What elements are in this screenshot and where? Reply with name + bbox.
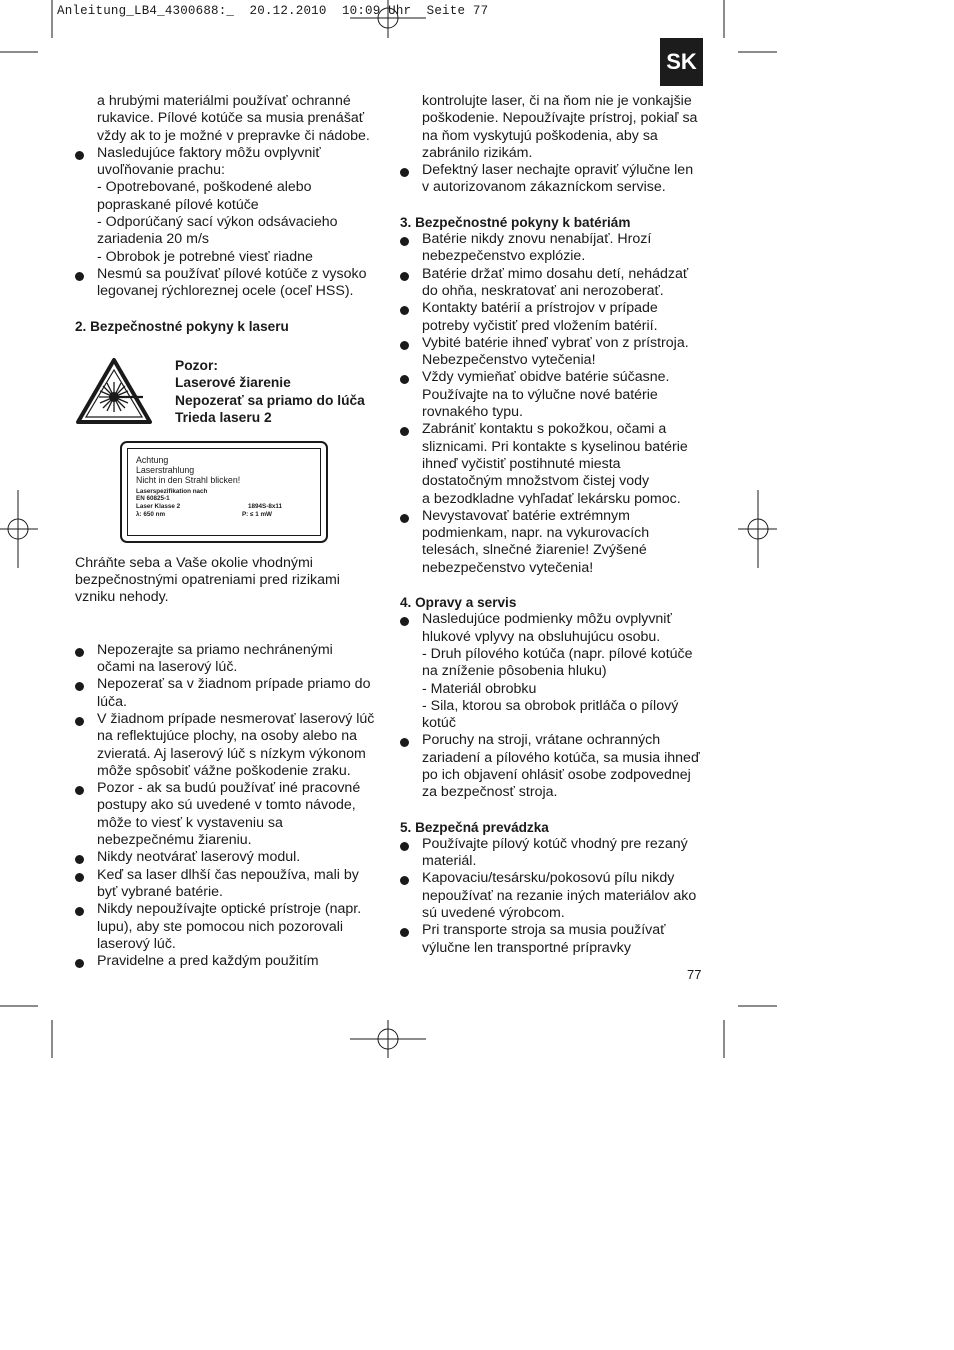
- list-item: Pozor - ak sa budú používať iné pracovné postupy ako sú uvedené v tomto návode, môže to viesť k vystaveniu sa nebezpečnému žiareniu.: [75, 780, 380, 849]
- laser-label: Achtung Laserstrahlung Nicht in den Strahl blicken! Laserspezifikation nach EN 60825-1 Laser Klasse 2 1894S-8x11 λ: 650 nm P: ≤ 1 mW: [120, 441, 328, 543]
- laser-warning: [75, 357, 380, 427]
- list-item: Pri transporte stroja sa musia používať výlučne len transportné prípravky: [400, 922, 705, 957]
- section-heading: 4. Opravy a servis: [400, 595, 517, 611]
- list-item: V žiadnom prípade nesmerovať laserový lúč na reflektujúce plochy, na osoby alebo na zvieratá. Aj laserový lúč s nízkym výkonom môže spôsobiť vážne poškodenie zraku.: [75, 711, 380, 780]
- list-item: Nevystavovať batérie extrémnym podmienkam, napr. na vykurovacích telesách, slnečné žiarenie! Zvýšené nebezpečenstvo vytečenia!: [400, 508, 705, 577]
- section-heading: 2. Bezpečnostné pokyny k laseru: [75, 318, 289, 334]
- list-item: Vždy vymieňať obidve batérie súčasne. Používajte na to výlučne nové batérie rovnakého typu.: [400, 369, 705, 421]
- list-item: Batérie nikdy znovu nenabíjať. Hrozí nebezpečenstvo explózie.: [400, 231, 705, 266]
- list-item: Nikdy neotvárať laserový modul.: [75, 849, 380, 866]
- section-heading: 5. Bezpečná prevádzka: [400, 819, 549, 835]
- list-item: Batérie držať mimo dosahu detí, nehádzať do ohňa, neskratovať ani nerozoberať.: [400, 266, 705, 301]
- list-item: Nasledujúce faktory môžu ovplyvniť uvoľňovanie prachu: - Opotrebované, poškodené alebo popraskané pílové kotúče - Odporúčaný sací výkon odsávacieho zariadenia 20 m/s - Obrobok je potrebné viesť riadne: [75, 145, 380, 266]
- list-item: Nepozerajte sa priamo nechránenými očami na laserový lúč.: [75, 642, 380, 677]
- right-column: [400, 93, 705, 957]
- print-header: Anleitung_LB4_4300688:_ 20.12.2010 10:09 Uhr Seite 77: [57, 4, 489, 18]
- list-item: Keď sa laser dlhší čas nepoužíva, mali by byť vybrané batérie.: [75, 867, 380, 902]
- laser-warning-icon: [75, 357, 153, 425]
- list-item: Nepozerať sa v žiadnom prípade priamo do lúča.: [75, 676, 380, 711]
- list-item: Defektný laser nechajte opraviť výlučne len v autorizovanom zákazníckom servise.: [400, 162, 705, 197]
- list-item: Používajte pílový kotúč vhodný pre rezaný materiál.: [400, 836, 705, 871]
- left-column: [75, 93, 380, 970]
- list-item: Nasledujúce podmienky môžu ovplyvniť hlukové vplyvy na obsluhujúcu osobu. - Druh pílového kotúča (napr. pílové kotúče na zníženie pôsobenia hluku) - Materiál obrobku - Sila, ktorou sa obrobok pritláča o pílový kotúč: [400, 611, 705, 732]
- list-item: Vybité batérie ihneď vybrať von z prístroja. Nebezpečenstvo vytečenia!: [400, 335, 705, 370]
- warning-text: Pozor: Laserové žiarenie Nepozerať sa priamo do lúča Trieda laseru 2: [175, 357, 365, 426]
- intro-paragraph: kontrolujte laser, či na ňom nie je vonkajšie poškodenie. Nepoužívajte prístroj, pokiaľ sa na ňom vyskytujú poškodenia, aby sa zabránilo rizikám.: [422, 93, 698, 161]
- list-item: Kapovaciu/tesársku/pokosovú pílu nikdy nepoužívať na rezanie iných materiálov ako sú uvedené výrobcom.: [400, 870, 705, 922]
- intro-paragraph: a hrubými materiálmi používať ochranné rukavice. Pílové kotúče sa musia prenášať vždy ak to je možné v prepravke či nádobe.: [97, 93, 370, 144]
- section-heading: 3. Bezpečnostné pokyny k batériám: [400, 214, 631, 230]
- list-item: Zabrániť kontaktu s pokožkou, očami a sliznicami. Pri kontakte s kyselinou batérie ihneď vyčistiť postihnuté miesta dostatočným množstvom čistej vody a bezodkladne vyhľadať lekársku pomoc.: [400, 421, 705, 507]
- page-number: 77: [687, 967, 702, 982]
- list-item: Pravidelne a pred každým použitím: [75, 953, 380, 970]
- protect-paragraph: Chráňte seba a Vaše okolie vhodnými bezpečnostnými opatreniami pred rizikami vzniku nehody.: [75, 554, 340, 606]
- list-item: Nesmú sa používať pílové kotúče z vysoko legovanej rýchloreznej ocele (oceľ HSS).: [75, 266, 380, 301]
- list-item: Poruchy na stroji, vrátane ochranných zariadení a pílového kotúča, sa musia ihneď po ich objavení ohlásiť osobe zodpovednej za bezpečnosť stroja.: [400, 732, 705, 801]
- language-badge: SK: [660, 38, 703, 86]
- list-item: Kontakty batérií a prístrojov v prípade potreby vyčistiť pred vložením batérií.: [400, 300, 705, 335]
- list-item: Nikdy nepoužívajte optické prístroje (napr. lupu), aby ste pomocou nich pozorovali laserový lúč.: [75, 901, 380, 953]
